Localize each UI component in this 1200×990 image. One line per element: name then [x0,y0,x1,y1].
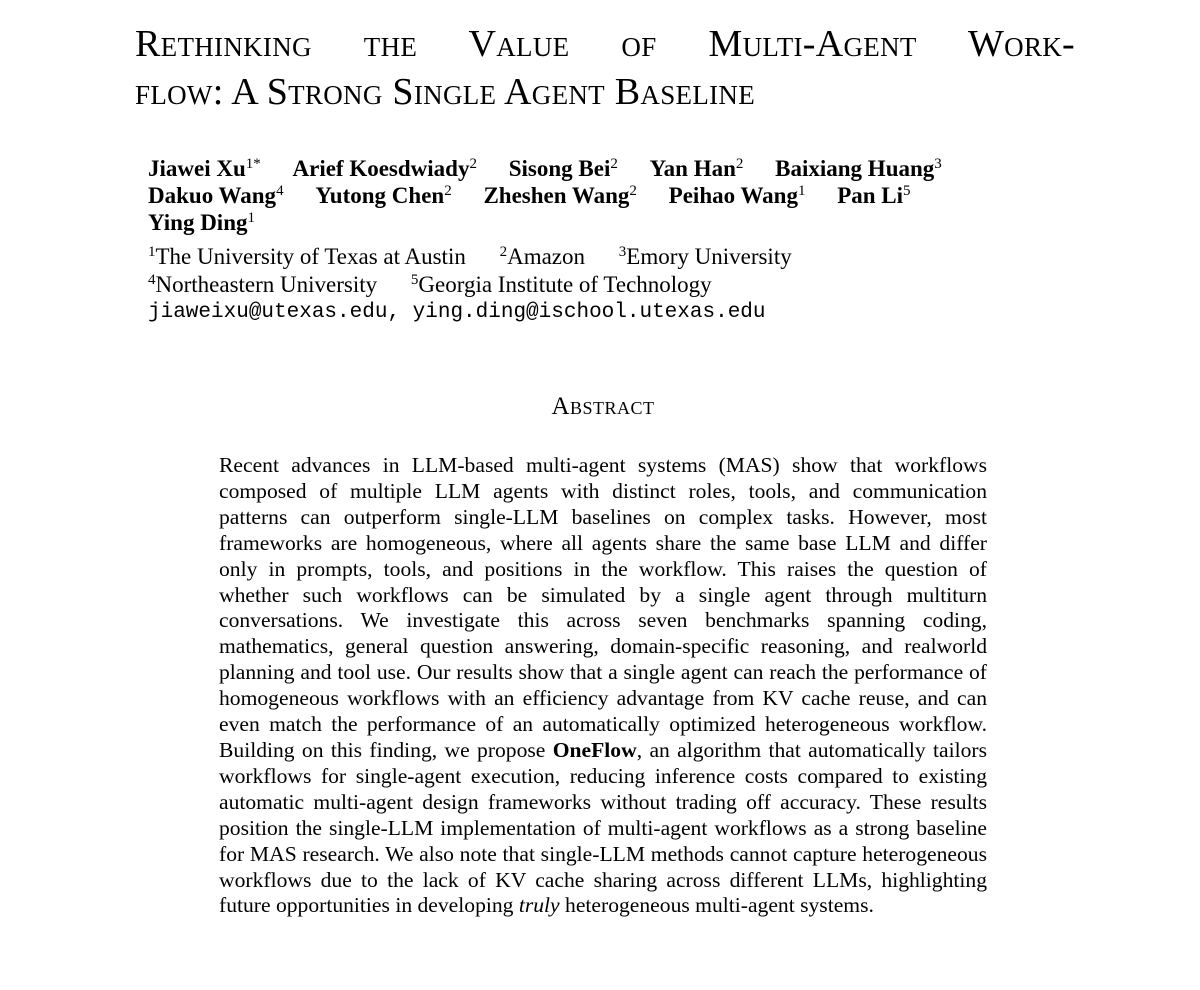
author-name: Arief Koesdwiady [292,156,470,181]
abstract-text [219,453,987,919]
author [483,182,636,209]
affiliation-name: Amazon [507,244,586,269]
affiliation-mark: 1 [148,244,156,260]
affiliation-name: Northeastern University [155,272,378,297]
author-affiliation-mark: 2 [469,156,477,172]
author [650,155,744,182]
author-affiliation-mark: 2 [629,183,637,199]
affiliation-row-2 [148,271,1048,299]
abstract-text-part-1: Recent advances in LLM-based multi-agent systems (MAS) show that workflows composed of multiple LLM agents with distinct roles, tools, and communication patterns can outperform single-LLM baselines on complex tasks. However, most frameworks are homogeneous, where all agents share the same base LLM and differ only in prompts, tools, and positions in the workflow. This raises the question of whether such workflows can be simulated by a single agent through multiturn conversations. We investigate this across seven benchmarks spanning coding, mathematics, general question answering, domain-specific reasoning, and realworld planning and tool use. Our results show that a single agent can reach the performance of homogeneous workflows with an efficiency advantage from KV cache reuse, and can even match the performance of an automatically optimized heterogeneous workflow. Building on this finding, we propose [219,453,987,762]
affiliation [148,243,466,271]
author [775,155,942,182]
affiliation-mark: 3 [618,244,627,260]
author-row-3 [148,209,1048,236]
title-line-2: flow: A Strong Single Agent Baseline [135,71,755,113]
author-name: Pan Li [837,183,904,208]
affiliation-row-1 [148,243,1048,271]
author-name: Ying Ding [148,210,248,235]
affiliation-mark: 2 [499,244,508,260]
author-affiliation-mark: 1 [247,210,255,226]
author-affiliation-mark: 2 [610,156,618,172]
author [669,182,806,209]
author [315,182,451,209]
title-line-1: Rethinking the Value of Multi-Agent Work- [135,23,1075,65]
author-name: Yutong Chen [315,183,445,208]
abstract-text-part-2: , an algorithm that automatically tailors workflows for single-agent execution, reducing inference costs compared to existing automatic multi-agent design frameworks without trading off accuracy. These results position the single-LLM implementation of multi-agent workflows as a strong baseline for MAS research. We also note that single-LLM methods cannot capture heterogeneous workflows due to the lack of KV cache sharing across different LLMs, highlighting future opportunities in developing [219,737,987,918]
affiliation-name: Emory University [626,244,792,269]
author [148,155,261,182]
author-affiliation-mark: 3 [934,156,942,172]
author-name: Peihao Wang [668,183,798,208]
affiliation-name: The University of Texas at Austin [155,244,466,269]
author [509,155,618,182]
author-name: Zheshen Wang [483,183,630,208]
author-name: Sisong Bei [508,156,611,181]
author [837,182,910,209]
abstract-heading: Abstract [551,393,655,420]
abstract-text-part-3: heterogeneous multi-agent systems. [559,893,874,918]
author-name: Yan Han [649,156,736,181]
author [148,182,284,209]
author-affiliation-mark: 1* [245,156,261,172]
author-row-2 [148,182,1048,209]
method-name: OneFlow [552,737,637,762]
author-emails: jiaweixu@utexas.edu, ying.ding@ischool.utexas.edu [148,301,766,324]
author [148,209,255,236]
affiliation [148,271,377,299]
author-name: Dakuo Wang [148,183,277,208]
author-affiliation-mark: 5 [903,183,911,199]
author-name: Baixiang Huang [775,156,935,181]
author [293,155,477,182]
affiliation-mark: 5 [410,272,419,288]
affiliation [411,271,712,299]
emphasis-term: truly [518,893,560,918]
affiliation-mark: 4 [148,272,156,288]
author-name: Jiawei Xu [148,156,246,181]
author-row-1 [148,155,1048,182]
affiliation [500,243,585,271]
author-list [148,155,1048,236]
paper-title [135,20,1075,116]
affiliation-list [148,243,1048,299]
author-affiliation-mark: 2 [444,183,452,199]
affiliation-name: Georgia Institute of Technology [418,272,712,297]
author-affiliation-mark: 4 [276,183,284,199]
author-affiliation-mark: 1 [797,183,806,199]
affiliation [619,243,792,271]
author-affiliation-mark: 2 [735,156,744,172]
